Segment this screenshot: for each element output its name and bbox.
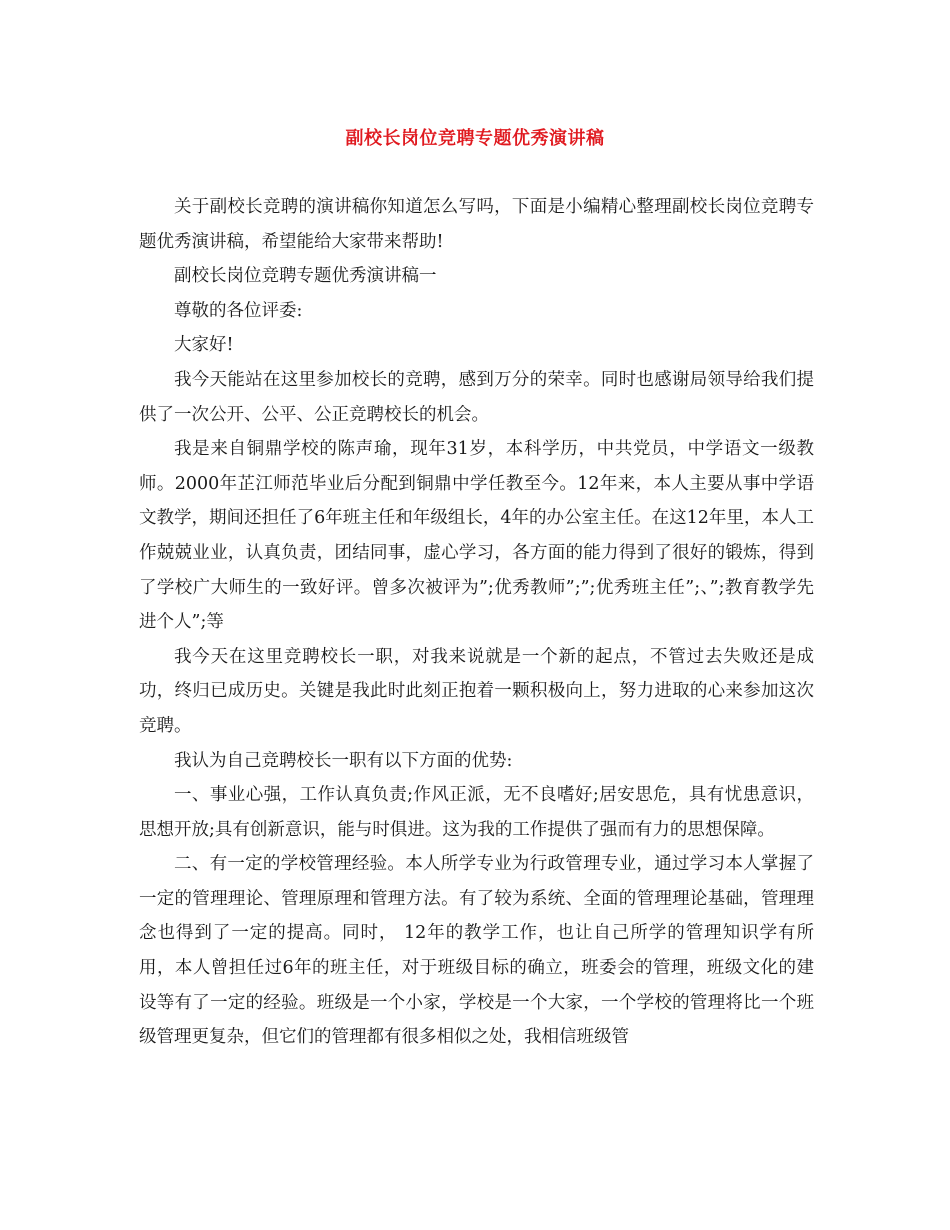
paragraph: 二、有一定的学校管理经验。本人所学专业为行政管理专业，通过学习本人掌握了一定的管理理论、管理原理和管理方法。有了较为系统、全面的管理理论基础，管理理念也得到了一定的提高。同时， 12年的教学工作，也让自己所学的管理知识学有所用，本人曾担任过6年的班主任，对于班级目标的确立，班委会的管理，班级文化的建设等有了一定的经验。班级是一个小家，学校是一个大家，一个学校的管理将比一个班级管理更复杂，但它们的管理都有很多相似之处，我相信班级管 [139, 854, 814, 1048]
document-body [139, 190, 814, 1055]
paragraph: 副校长岗位竞聘专题优秀演讲稿一 [174, 266, 437, 287]
paragraph: 一、事业心强，工作认真负责;作风正派，无不良嗜好;居安思危，具有忧患意识，思想开放;具有创新意识，能与时俱进。这为我的工作提供了强而有力的思想保障。 [139, 785, 814, 840]
paragraph: 我今天在这里竞聘校长一职，对我来说就是一个新的起点，不管过去失败还是成功，终归已成历史。关键是我此时此刻正抱着一颗积极向上，努力进取的心来参加这次竞聘。 [139, 646, 814, 736]
paragraph: 大家好! [174, 335, 234, 356]
paragraph: 我今天能站在这里参加校长的竞聘，感到万分的荣幸。同时也感谢局领导给我们提供了一次公开、公平、公正竞聘校长的机会。 [139, 369, 814, 425]
paragraph: 我认为自己竞聘校长一职有以下方面的优势: [174, 750, 513, 771]
paragraph: 尊敬的各位评委: [174, 300, 303, 321]
document-title: 副校长岗位竞聘专题优秀演讲稿 [345, 128, 605, 149]
paragraph: 关于副校长竞聘的演讲稿你知道怎么写吗，下面是小编精心整理副校长岗位竞聘专题优秀演讲稿，希望能给大家带来帮助! [139, 197, 814, 252]
paragraph: 我是来自铜鼎学校的陈声瑜，现年31岁，本科学历，中共党员，中学语文一级教师。2000年芷江师范毕业后分配到铜鼎中学任教至今。12年来，本人主要从事中学语文教学，期间还担任了6年班主任和年级组长，4年的办公室主任。在这12年里，本人工作兢兢业业，认真负责，团结同事，虚心学习，各方面的能力得到了很好的锻炼，得到了学校广大师生的一致好评。曾多次被评为”;优秀教师”;”;优秀班主任”;、”;教育教学先进个人”;等 [139, 439, 814, 633]
